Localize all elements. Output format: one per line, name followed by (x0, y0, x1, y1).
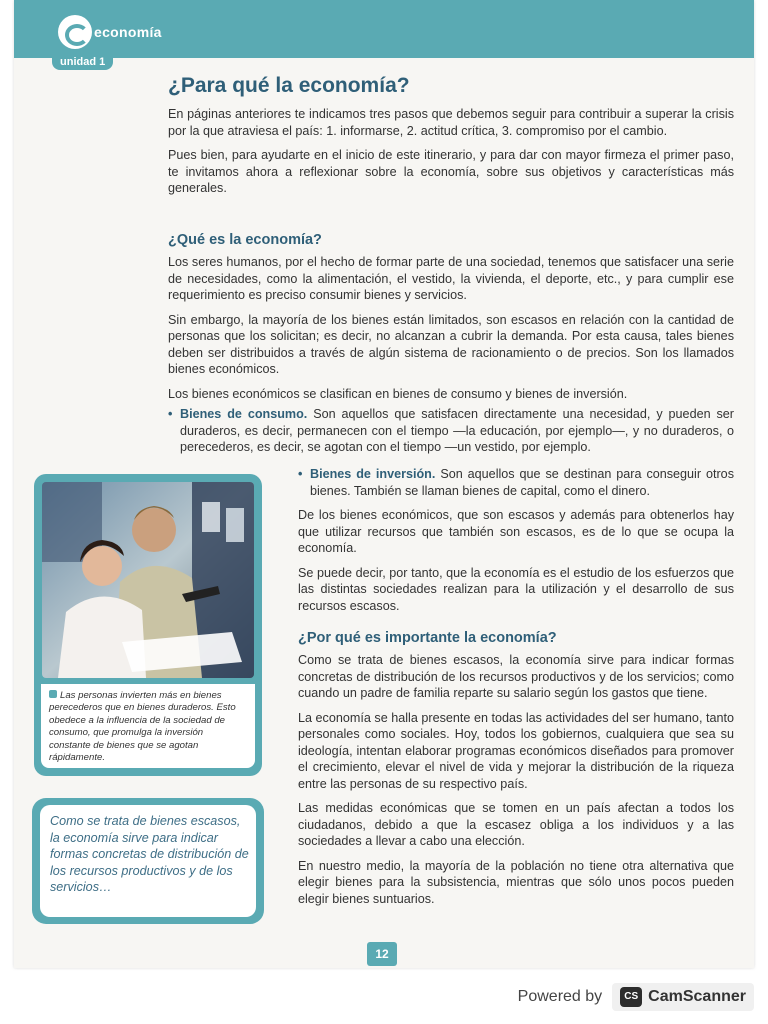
camscanner-name: CamScanner (648, 988, 746, 1005)
logo-word: economía (94, 24, 162, 40)
section-heading-why-important: ¿Por qué es importante la economía? (298, 630, 557, 646)
section-what-is-continued (298, 466, 734, 614)
page-title: ¿Para qué la economía? (168, 74, 410, 97)
page-number: 12 (367, 942, 397, 966)
unit-tab: unidad 1 (52, 54, 113, 70)
shopping-couple-photo (42, 482, 254, 678)
paragraph-classification: Los bienes económicos se clasifican en bienes de consumo y bienes de inversión. (168, 386, 628, 401)
paragraph-definition: Se puede decir, por tanto, que la economía es el estudio de los esfuerzos que las distintas sociedades realizan para la utilización y el desarrollo de sus recursos escasos. (298, 565, 734, 613)
photo-caption-box (41, 684, 255, 768)
term-consumption-goods: Bienes de consumo. (180, 407, 308, 421)
photo-caption (49, 690, 245, 764)
caption-bullet-icon (49, 690, 57, 698)
camscanner-badge[interactable] (612, 983, 754, 1011)
section-why-important (298, 630, 734, 907)
bullet-consumption-goods (168, 406, 734, 456)
economia-logo (58, 12, 162, 52)
term-investment-goods: Bienes de inversión. (310, 467, 436, 481)
paragraph-our-environment: En nuestro medio, la mayoría de la población no tiene otra alternativa que elegir bienes para la subsistencia, mientras que sólo unos pocos pueden elegir bienes suntuarios. (298, 858, 734, 906)
paragraph-scarce-resources: De los bienes económicos, que son escasos y además para obtenerlos hay que utilizar recursos que también son escasos, es de lo que se ocupa la economía. (298, 508, 734, 555)
photo-frame (34, 474, 262, 776)
pull-quote: Como se trata de bienes escasos, la economía sirve para indicar formas concretas de distribución de los recursos productivos y de los servicios… (50, 814, 249, 895)
quote-frame (32, 798, 264, 924)
paragraph-needs: Los seres humanos, por el hecho de formar parte de una sociedad, tenemos que satisfacer una serie de necesidades, como la alimentación, el vestido, la vivienda, el deporte, etc., y para cumplir ese requerimiento es preciso consumir bienes y servicios. (168, 255, 734, 302)
intro-paragraph-2: Pues bien, para ayudarte en el inicio de este itinerario, y para dar con mayor firmeza el primer paso, te invitamos ahora a reflexionar sobre la economía, sobre sus objetivos y características más generales. (168, 148, 734, 195)
intro-block (168, 106, 734, 197)
photo-caption-text: Las personas invierten más en bienes perecederos que en bienes duraderos. Esto obedece a la influencia de la sociedad de consumo, que promulga la inversión constante de bienes que se agotan rápidamente. (49, 690, 236, 764)
text-investment-goods: Son aquellos que se destinan para conseguir otros bienes. También se llaman bienes de capital, como el dinero. (310, 467, 734, 498)
paragraph-scarcity: Sin embargo, la mayoría de los bienes están limitados, son escasos en relación con la cantidad de personas que los solicitan; es decir, no alcanzan a cubrir la demanda. Por esta causa, tales bienes deben ser distribuidos a través de algún sistema de racionamiento o de precios. Son los llamados bienes económicos. (168, 312, 734, 376)
bullet-investment-goods (298, 466, 734, 499)
scanner-footer (518, 980, 754, 1014)
quote-panel (40, 805, 256, 917)
photo-illustration (42, 482, 254, 678)
logo-e-icon (58, 15, 92, 49)
section-heading-what-is: ¿Qué es la economía? (168, 232, 322, 248)
paragraph-distribution: Como se trata de bienes escasos, la economía sirve para indicar formas concretas de distribución de los recursos productivos y de los servicios; como cuando un padre de familia reparte su salario según los gastos que tiene. (298, 653, 734, 700)
powered-by-label: Powered by (517, 988, 603, 1005)
camscanner-icon: CS (620, 987, 642, 1007)
section-what-is (168, 232, 734, 456)
intro-paragraph-1: En páginas anteriores te indicamos tres pasos que debemos seguir para contribuir a superar la crisis por la que atraviesa el país: 1. informarse, 2. actitud crítica, 3. compromiso por el cambio. (168, 107, 734, 138)
paragraph-governments: La economía se halla presente en todas las actividades del ser humano, tanto personales como sociales. Hoy, todos los gobiernos, cualquiera que sea su ideología, intentan elaborar programas económicos diseñados para promover el crecimiento, elevar el nivel de vida y mejorar la distribución de la riqueza entre las personas de su respectivo país. (298, 710, 734, 791)
text-consumption-goods: Son aquellos que satisfacen directamente una necesidad, y pueden ser duraderos, es decir, permanecen con el tiempo —la educación, por ejemplo—, y no duraderos, o perecederos, es decir, se agotan con el tiempo —un vestido, por ejemplo. (180, 407, 734, 454)
paragraph-measures: Las medidas económicas que se tomen en un país afectan a todos los ciudadanos, debido a que la escasez obliga a los individuos y a las sociedades a llevar a cabo una elección. (298, 801, 734, 848)
